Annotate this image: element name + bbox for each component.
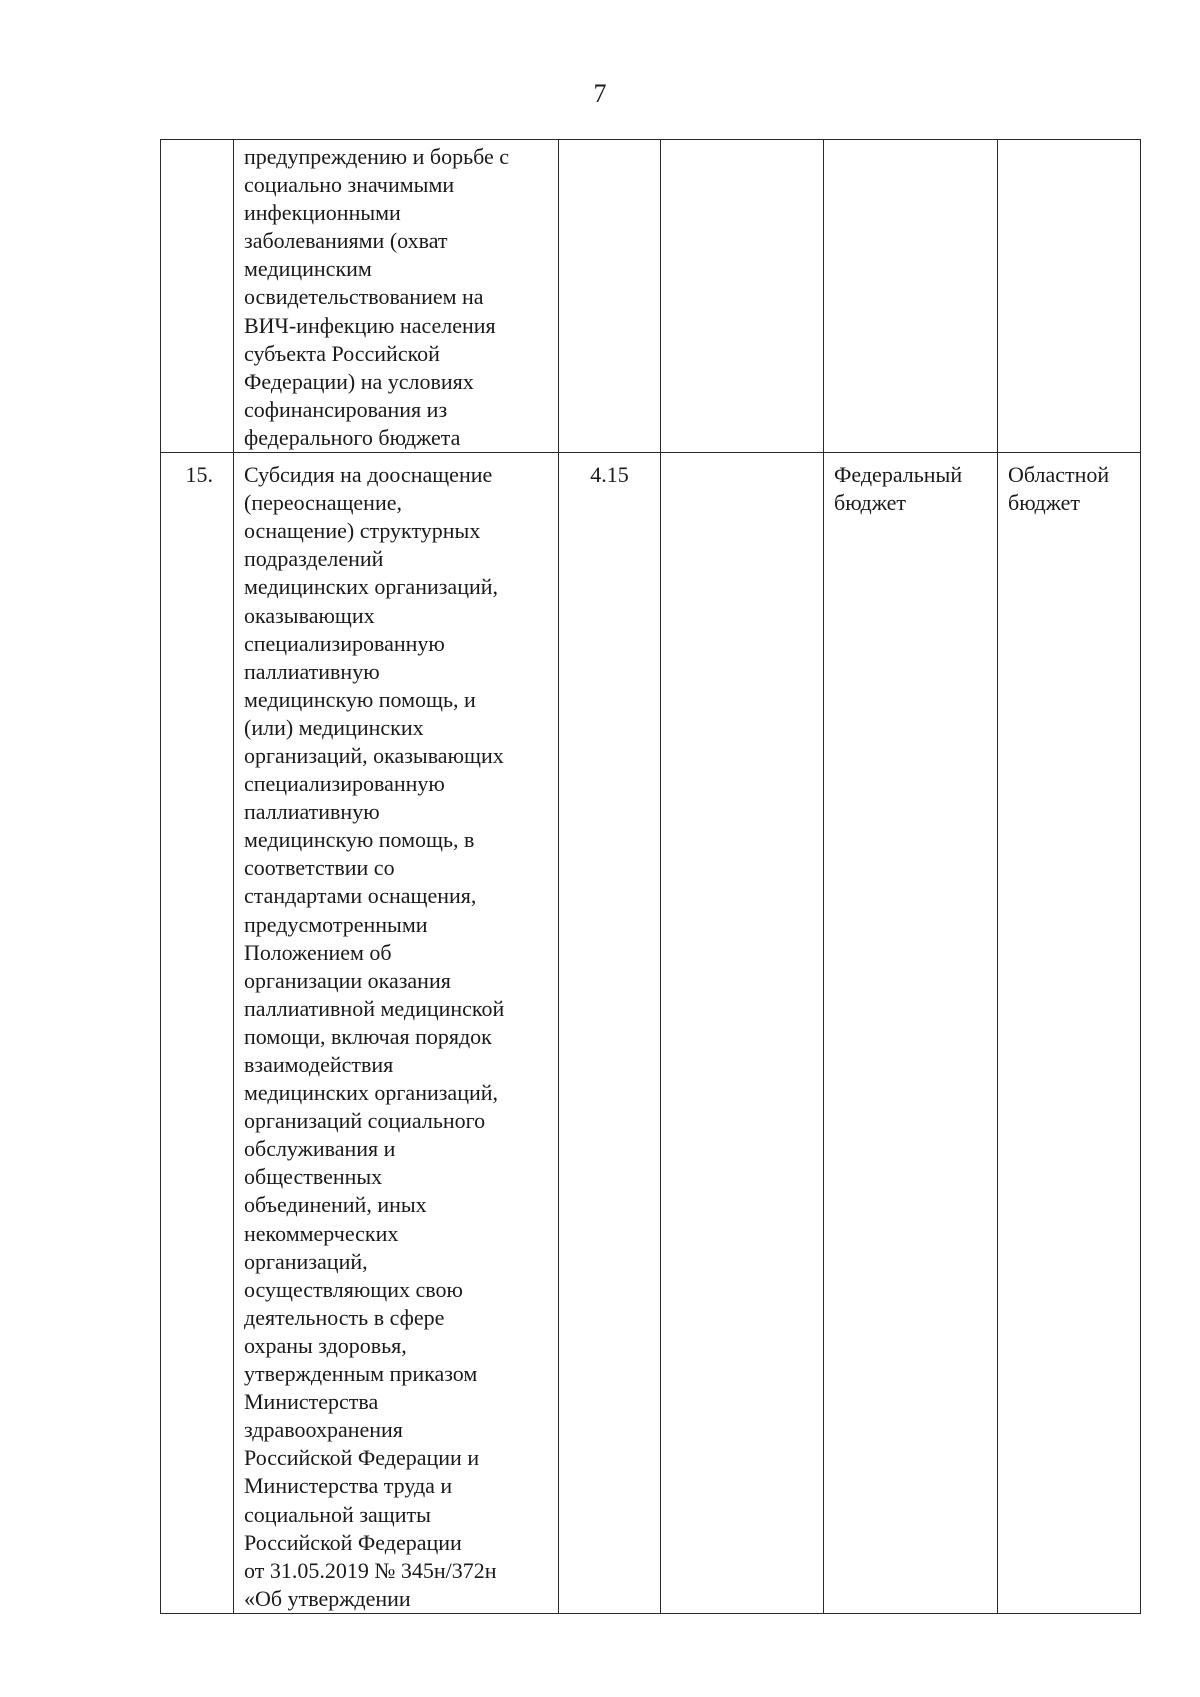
cell-name-text: предупреждению и борьбе с социально значимыми инфекционными заболеваниями (охват медицинским освидетельствованием на ВИЧ-инфекцию населения субъекта Российской Федерации) на условиях софинансирования из федерального бюджета [244,144,510,450]
funding-source-regional: Областной бюджет [1008,462,1110,516]
cell-column-4 [661,453,824,1614]
cell-source-2 [998,453,1141,1614]
row-number: 15. [185,462,213,488]
cell-code [559,453,661,1614]
cell-column-4 [661,140,824,453]
cell-name-text: Субсидия на дооснащение (переоснащение, оснащение) структурных подразделений медицинских организаций, оказывающих специализированную паллиативную медицинскую помощь, и (или) медицинских организаций, оказывающих специализированную паллиативную медицинскую помощь, в соответствии со стандартами оснащения, предусмотренными Положением об организации оказания паллиативной медицинской помощи, включая порядок взаимодействия медицинских организаций, организаций социального обслуживания и общественных объединений, иных некоммерческих организаций, осуществляющих свою деятельность в сфере охраны здоровья, утвержденным приказом Министерства здравоохранения Российской Федерации и Министерства труда и социальной защиты Российской Федерации от 31.05.2019 № 345н/372н «Об утверждении [244,462,505,1611]
cell-code [559,140,661,453]
cell-source-2 [998,140,1141,453]
cell-name [234,140,559,453]
cell-number [161,140,234,453]
table-row-15 [161,453,1141,1614]
row-code: 4.15 [590,462,629,488]
cell-source-1 [824,140,998,453]
cell-number [161,453,234,1614]
table-row-continued [161,140,1141,453]
budget-table [160,139,1141,1614]
cell-name [234,453,559,1614]
page-number: 7 [593,79,607,108]
funding-source-federal: Федеральный бюджет [834,462,963,516]
cell-source-1 [824,453,998,1614]
cell-column-4-text [661,453,823,461]
